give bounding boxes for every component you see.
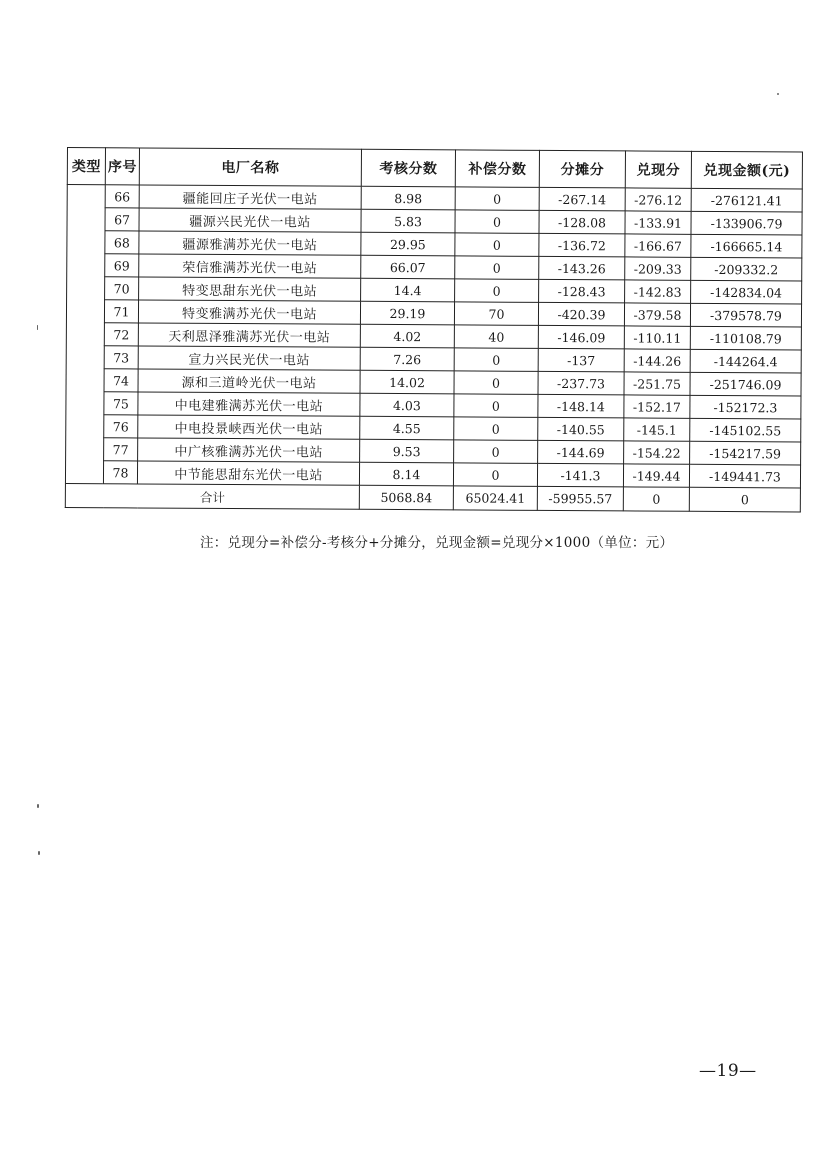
row-redeemed: -110.11 [624, 326, 690, 349]
row-allocation: -136.72 [539, 233, 625, 257]
row-plant-name: 中电投景峡西光伏一电站 [138, 415, 360, 439]
header-redeemed: 兑现分 [625, 151, 691, 188]
row-plant-name: 中广核雅满苏光伏一电站 [138, 438, 360, 462]
row-index: 69 [105, 254, 139, 277]
settlement-table [65, 147, 803, 512]
header-index: 序号 [105, 148, 139, 185]
row-compensation: 0 [455, 279, 539, 303]
row-assessment: 66.07 [361, 255, 455, 279]
row-allocation: -144.69 [538, 440, 624, 464]
row-redeemed: -145.1 [624, 418, 690, 441]
row-allocation: -137 [538, 348, 624, 372]
row-allocation: -420.39 [538, 302, 624, 326]
row-redeemed: -251.75 [624, 372, 690, 395]
row-redeemed: -276.12 [625, 188, 691, 211]
row-compensation: 0 [455, 256, 539, 280]
header-compensation: 补偿分数 [455, 150, 539, 188]
table-footnote: 注：兑现分=补偿分-考核分+分摊分，兑现金额=兑现分×1000（单位：元） [200, 535, 674, 551]
row-redeemed: -149.44 [623, 464, 689, 487]
row-plant-name: 宣力兴民光伏一电站 [138, 346, 360, 370]
row-allocation: -140.55 [538, 417, 624, 441]
header-amount: 兑现金额(元) [691, 151, 802, 189]
row-amount: -149441.73 [689, 464, 800, 488]
row-amount: -209332.2 [691, 257, 802, 281]
row-redeemed: -142.83 [625, 280, 691, 303]
row-compensation: 40 [454, 325, 538, 349]
header-type: 类型 [67, 148, 105, 185]
row-assessment: 14.4 [361, 278, 455, 302]
row-assessment: 14.02 [360, 370, 454, 394]
row-amount: -251746.09 [690, 372, 801, 396]
row-index: 74 [104, 369, 138, 392]
row-index: 68 [105, 231, 139, 254]
table-total [65, 483, 800, 511]
row-assessment: 29.19 [360, 301, 454, 325]
row-index: 72 [104, 323, 138, 346]
row-amount: -276121.41 [691, 188, 802, 212]
row-allocation: -128.08 [539, 210, 625, 234]
row-plant-name: 疆源雅满苏光伏一电站 [139, 231, 361, 255]
row-amount: -379578.79 [690, 303, 801, 327]
total-assessment: 5068.84 [359, 485, 453, 510]
row-amount: -110108.79 [690, 326, 801, 350]
row-plant-name: 中节能思甜东光伏一电站 [137, 461, 359, 485]
total-amount: 0 [689, 487, 800, 512]
header-assessment: 考核分数 [361, 149, 455, 187]
row-compensation: 70 [454, 302, 538, 326]
row-assessment: 7.26 [360, 347, 454, 371]
row-index: 73 [104, 346, 138, 369]
row-amount: -145102.55 [690, 418, 801, 442]
row-index: 77 [104, 438, 138, 461]
row-compensation: 0 [455, 233, 539, 257]
table-header-row [67, 148, 802, 189]
row-allocation: -148.14 [538, 394, 624, 418]
row-allocation: -267.14 [539, 187, 625, 211]
row-amount: -152172.3 [690, 395, 801, 419]
row-redeemed: -144.26 [624, 349, 690, 372]
row-redeemed: -379.58 [624, 303, 690, 326]
total-allocation: -59955.57 [537, 486, 623, 511]
row-index: 70 [105, 277, 139, 300]
row-redeemed: -133.91 [625, 211, 691, 234]
row-plant-name: 疆能回庄子光伏一电站 [139, 185, 361, 209]
row-compensation: 0 [454, 371, 538, 395]
row-compensation: 0 [453, 463, 537, 487]
row-assessment: 5.83 [361, 209, 455, 233]
row-plant-name: 特变雅满苏光伏一电站 [138, 300, 360, 324]
row-assessment: 4.02 [360, 324, 454, 348]
row-redeemed: -209.33 [625, 257, 691, 280]
row-assessment: 8.14 [359, 462, 453, 486]
row-index: 76 [104, 415, 138, 438]
row-compensation: 0 [455, 210, 539, 234]
row-amount: -144264.4 [690, 349, 801, 373]
row-allocation: -128.43 [539, 279, 625, 303]
total-redeemed: 0 [623, 487, 689, 511]
row-compensation: 0 [454, 440, 538, 464]
row-redeemed: -154.22 [624, 441, 690, 464]
header-allocation: 分摊分 [539, 150, 625, 188]
row-assessment: 29.95 [361, 232, 455, 256]
row-plant-name: 中电建雅满苏光伏一电站 [138, 392, 360, 416]
total-row [65, 483, 800, 511]
row-index: 78 [103, 461, 137, 484]
total-label: 合计 [65, 483, 359, 509]
row-redeemed: -166.67 [625, 234, 691, 257]
row-allocation: -146.09 [538, 325, 624, 349]
table-body [65, 185, 802, 488]
row-assessment: 4.55 [360, 416, 454, 440]
row-assessment: 8.98 [361, 186, 455, 210]
row-compensation: 0 [454, 417, 538, 441]
row-allocation: -141.3 [537, 463, 623, 487]
scan-speck [37, 804, 39, 808]
scan-speck [38, 851, 40, 855]
row-compensation: 0 [455, 187, 539, 211]
scan-speck [777, 93, 779, 95]
row-index: 71 [104, 300, 138, 323]
total-compensation: 65024.41 [453, 486, 537, 511]
row-assessment: 4.03 [360, 393, 454, 417]
row-plant-name: 疆源兴民光伏一电站 [139, 208, 361, 232]
row-plant-name: 荣信雅满苏光伏一电站 [139, 254, 361, 278]
row-compensation: 0 [454, 348, 538, 372]
page-number: —19— [699, 1061, 757, 1081]
row-redeemed: -152.17 [624, 395, 690, 418]
row-plant-name: 源和三道岭光伏一电站 [138, 369, 360, 393]
row-allocation: -143.26 [539, 256, 625, 280]
row-amount: -166665.14 [691, 234, 802, 258]
row-index: 75 [104, 392, 138, 415]
row-amount: -154217.59 [690, 441, 801, 465]
row-plant-name: 特变思甜东光伏一电站 [139, 277, 361, 301]
scan-speck [37, 325, 38, 330]
row-amount: -142834.04 [691, 280, 802, 304]
row-allocation: -237.73 [538, 371, 624, 395]
row-compensation: 0 [454, 394, 538, 418]
row-index: 66 [105, 185, 139, 208]
row-assessment: 9.53 [360, 439, 454, 463]
header-plant-name: 电厂名称 [139, 148, 361, 186]
row-amount: -133906.79 [691, 211, 802, 235]
type-cell [65, 185, 105, 484]
row-plant-name: 天利恩泽雅满苏光伏一电站 [138, 323, 360, 347]
row-index: 67 [105, 208, 139, 231]
